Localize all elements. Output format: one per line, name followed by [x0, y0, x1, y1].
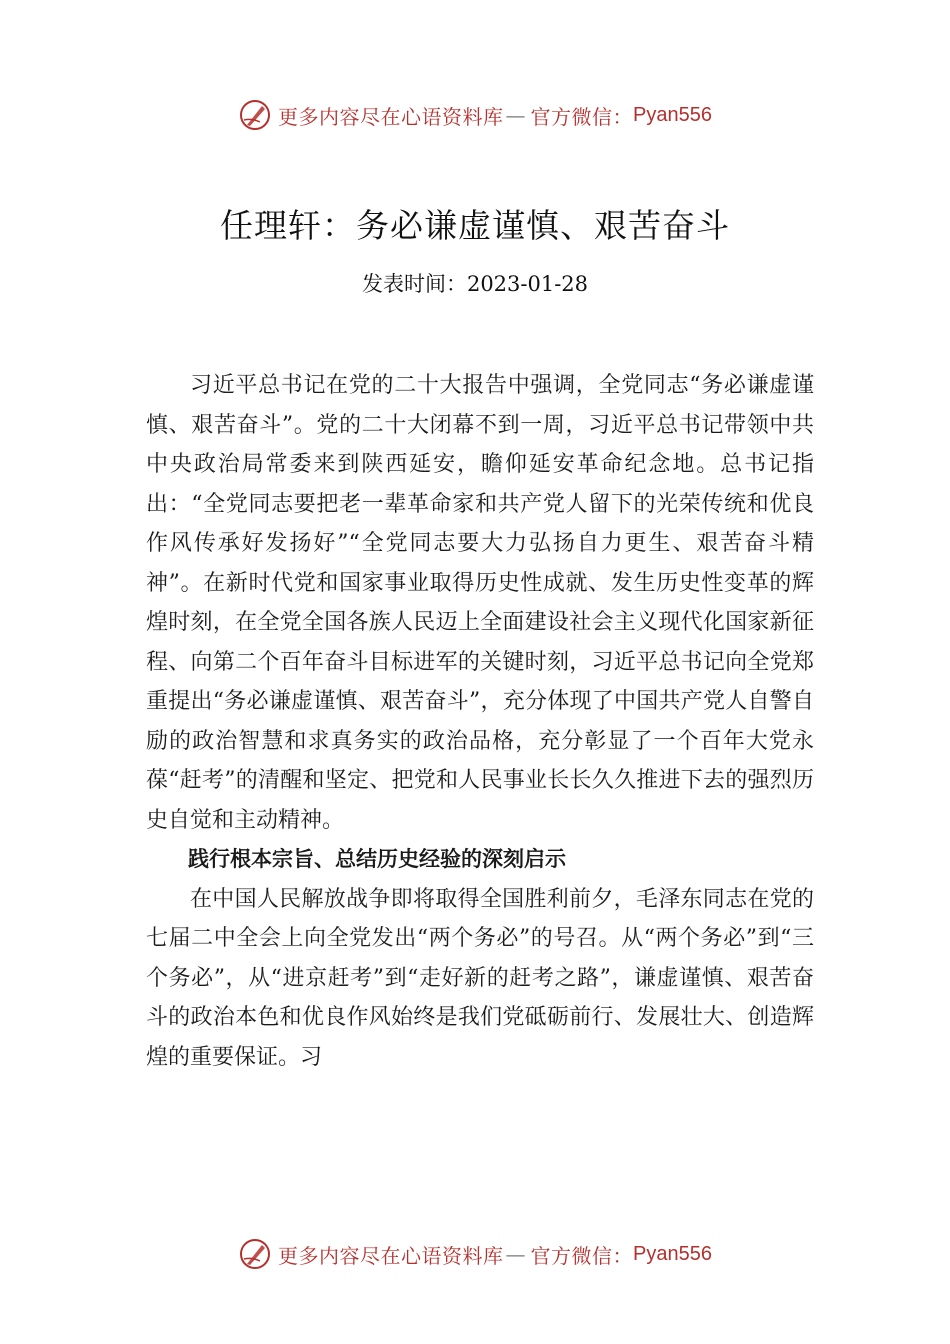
watermark-separator: — — [505, 103, 529, 127]
watermark-text: 更多内容尽在心语资料库 — [278, 1243, 504, 1268]
watermark-id: Pyan556 — [633, 1242, 712, 1265]
watermark-separator: — — [505, 1242, 529, 1266]
watermark-label: 官方微信： — [530, 104, 634, 129]
body-paragraph: 在中国人民解放战争即将取得全国胜利前夕，毛泽东同志在党的七届二中全会上向全党发出“两个务必”的号召。从“两个务必”到“三个务必”，从“进京赶考”到“走好新的赶考之路”，谦虚谨慎、艰苦奋斗的政治本色和优良作风始终是我们党砥砺前行、发展壮大、创造辉煌的重要保证。习 — [146, 886, 814, 1070]
section-subheading: 践行根本宗旨、总结历史经验的深刻启示 — [188, 847, 566, 871]
publish-date: 发表时间：2023-01-28 — [361, 272, 589, 296]
body-paragraph: 习近平总书记在党的二十大报告中强调，全党同志“务必谦虚谨慎、艰苦奋斗”。党的二十大闭幕不到一周，习近平总书记带领中共中央政治局常委来到陕西延安，瞻仰延安革命纪念地。总书记指出：“全党同志要把老一辈革命家和共产党人留下的光荣传统和优良作风传承好发扬好”“全党同志要大力弘扬自力更生、艰苦奋斗精神”。在新时代党和国家事业取得历史性成就、发生历史性变革的辉煌时刻，在全党全国各族人民迈上全面建设社会主义现代化国家新征程、向第二个百年奋斗目标进军的关键时刻，习近平总书记向全党郑重提出“务必谦虚谨慎、艰苦奋斗”，充分体现了中国共产党人自警自励的政治智慧和求真务实的政治品格，充分彰显了一个百年大党永葆“赶考”的清醒和坚定、把党和人民事业长长久久推进下去的强烈历史自觉和主动精神。 — [146, 373, 814, 833]
watermark-label: 官方微信： — [530, 1243, 634, 1268]
quill-logo-icon — [238, 98, 272, 132]
article-title: 任理轩：务必谦虚谨慎、艰苦奋斗 — [220, 206, 730, 245]
quill-logo-icon — [238, 1237, 272, 1271]
footer-watermark — [0, 1234, 950, 1274]
header-watermark — [0, 95, 950, 135]
watermark-text: 更多内容尽在心语资料库 — [278, 104, 504, 129]
article-body — [146, 366, 814, 1077]
watermark-id: Pyan556 — [633, 103, 712, 126]
